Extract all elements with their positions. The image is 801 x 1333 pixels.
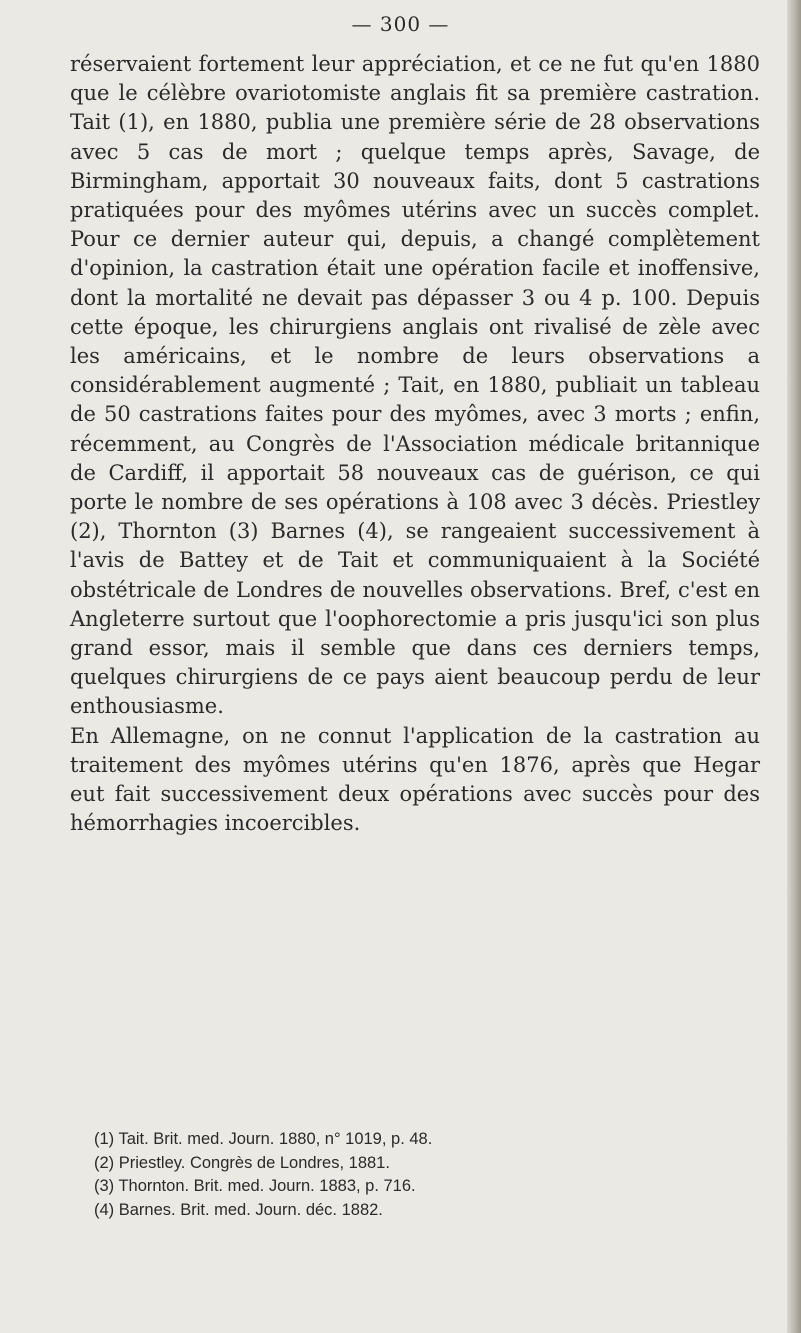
footnote: (3) Thornton. Brit. med. Journ. 1883, p. 716.: [94, 1177, 416, 1195]
footnote: (1) Tait. Brit. med. Journ. 1880, n° 1019, p. 48.: [94, 1130, 433, 1148]
footnote: (4) Barnes. Brit. med. Journ. déc. 1882.: [94, 1200, 383, 1219]
paragraph: réservaient fortement leur appréciation, et ce ne fut qu'en 1880 que le célèbre ovariotomiste anglais fit sa première castration. Tait (1), en 1880, publia une première série de 28 observations avec 5 cas de mort ; quelque temps après, Savage, de Birmingham, apportait 30 nouveaux faits, dont 5 castrations pratiquées pour des myômes utérins avec un succès complet. Pour ce dernier auteur qui, depuis, a changé complètement d'opinion, la castration était une opération facile et inoffensive, dont la mortalité ne devait pas dépasser 3 ou 4 p. 100. Depuis cette époque, les chirurgiens anglais ont rivalisé de zèle avec les américains, et le nombre de leurs observations a considérablement augmenté ; Tait, en 1880, publiait un tableau de 50 castrations faites pour des myômes, avec 3 morts ; enfin, récemment, au Congrès de l'Association médicale britannique de Cardiff, il apportait 58 nouveaux cas de guérison, ce qui porte le nombre de ses opérations à 108 avec 3 décès. Priestley (2), Thornton (3) Barnes (4), se rangeaient successivement à l'avis de Battey et de Tait et communiquaient à la Société obstétricale de Londres de nouvelles observations. Bref, c'est en Angleterre surtout que l'oophorectomie a pris jusqu'ici son plus grand essor, mais il semble que dans ces derniers temps, quelques chirurgiens de ce pays aient beaucoup perdu de leur enthousiasme.: [70, 52, 760, 719]
footnotes: [94, 1128, 754, 1222]
page-number: — 300 —: [351, 12, 450, 36]
page-edge: [787, 0, 801, 1333]
footnote: (2) Priestley. Congrès de Londres, 1881.: [94, 1153, 390, 1172]
paragraph: En Allemagne, on ne connut l'application de la castration au traitement des myômes utérins qu'en 1876, après que Hegar eut fait successivement deux opérations avec succès pour des hémorrhagies incoercibles.: [70, 723, 760, 836]
body-text: [70, 50, 760, 838]
